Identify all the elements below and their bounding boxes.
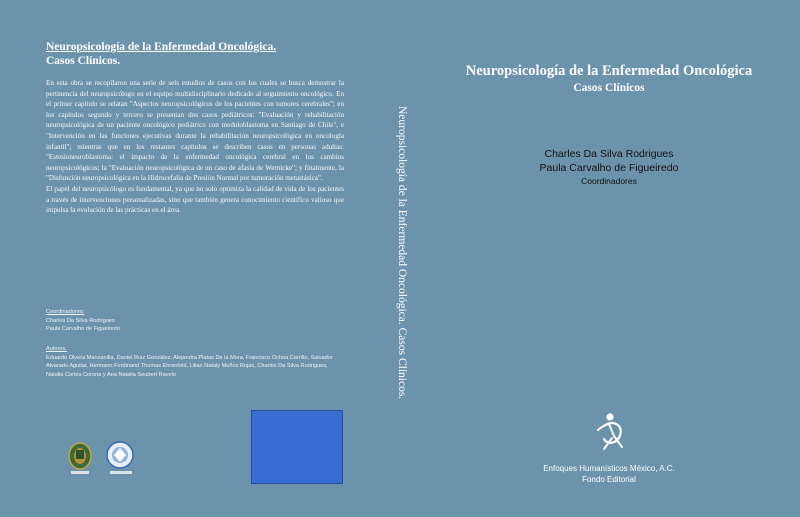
coordinator-name: Paula Carvalho de Figueiredo: [46, 326, 121, 333]
publisher-figure-icon: [592, 412, 632, 454]
back-cover: [0, 0, 382, 517]
coordinators-label: Coordinadores:: [46, 309, 85, 315]
front-title: Neuropsicología de la Enfermedad Oncológica: [465, 63, 753, 79]
placeholder-square: [251, 410, 343, 484]
authors-list: Eduardo Olvera Manzanilla, Daniel Ruiz González, Alejandra Platas De la Mora, Francisco Ochoa Carrillo, Salvador Alvarado Aguilar, Hermann Ferdinand Thomas Ehrenfeld, Lilian Nataly Muñoz Rojas, Charles Da Silva Rodrigues, Natalia Cortés Corona y Ana Natalia Seubert Ravelo: [46, 354, 333, 378]
front-cover: [418, 0, 800, 517]
back-authors: [46, 345, 346, 379]
coordinator-name: Charles Da Silva Rodrigues: [544, 148, 674, 160]
coordinator-name: Charles Da Silva Rodrigues: [46, 317, 115, 324]
publisher-line: Fondo Editorial: [582, 475, 636, 484]
front-coordinators: [418, 148, 800, 189]
back-synopsis: [46, 78, 344, 216]
back-title: [46, 40, 366, 68]
authors-label: Autores:: [46, 346, 67, 352]
university-seal-icon: [69, 443, 91, 474]
synopsis-paragraph-2: El papel del neuropsicólogo es fundamental, ya que no solo optimiza la calidad de vida de los pacientes a través de intervenciones personalizadas, sino que también genera conocimiento científico valioso que impulsa la evolución de las prácticas en el área.: [46, 184, 344, 215]
institution-logo-icon: [107, 442, 133, 474]
publisher-name: [418, 463, 800, 485]
institution-logos: [66, 437, 156, 481]
coordinator-name: Paula Carvalho de Figueiredo: [539, 161, 679, 174]
spine-title: Neuropsicología de la Enfermedad Oncológica. Casos Clínicos.: [396, 106, 408, 400]
back-coordinators: [46, 308, 346, 334]
publisher-line: Enfoques Humanísticos México, A.C.: [543, 464, 675, 473]
synopsis-paragraph-1: En esta obra se recopilaron una serie de seis estudios de casos con los cuales se busca demostrar la pertinencia del neuropsicólogo en el equipo multidisciplinario dedicado al seguimiento oncológico. En el primer capítulo se relatan "Aspectos neuropsicológicos de los pacientes con tumores cerebrales"; en los capítulos segundo y tercero se presentan dos casos pediátricos: "Evaluación y rehabilitación neuropsicológica de un paciente oncológico pediátrico con meduloblastoma en Santiago de Chile", e "Intervención en las funciones ejecutivas durante la rehabilitación neuropsicológica en oncología infantil"; mientras que en los restantes capítulos se describen casos en personas adultas: "Estesioneuroblastoma: el impacto de la enfermedad oncológica cerebral en los cambios neuropsicológicos; la "Evaluación neuropsicológica de un caso de afasia de Wernicke"; y finalmente, la "Disfunción neuropsicológica en la Hidrocefalia de Presión Normal por tumoración metastásica".: [46, 79, 344, 183]
coordinators-role: Coordinadores: [581, 176, 637, 186]
back-title-line2: Casos Clínicos.: [46, 55, 121, 67]
back-title-line1: Neuropsicología de la Enfermedad Oncológica.: [46, 41, 277, 53]
front-subtitle: Casos Clínicos: [573, 82, 645, 94]
